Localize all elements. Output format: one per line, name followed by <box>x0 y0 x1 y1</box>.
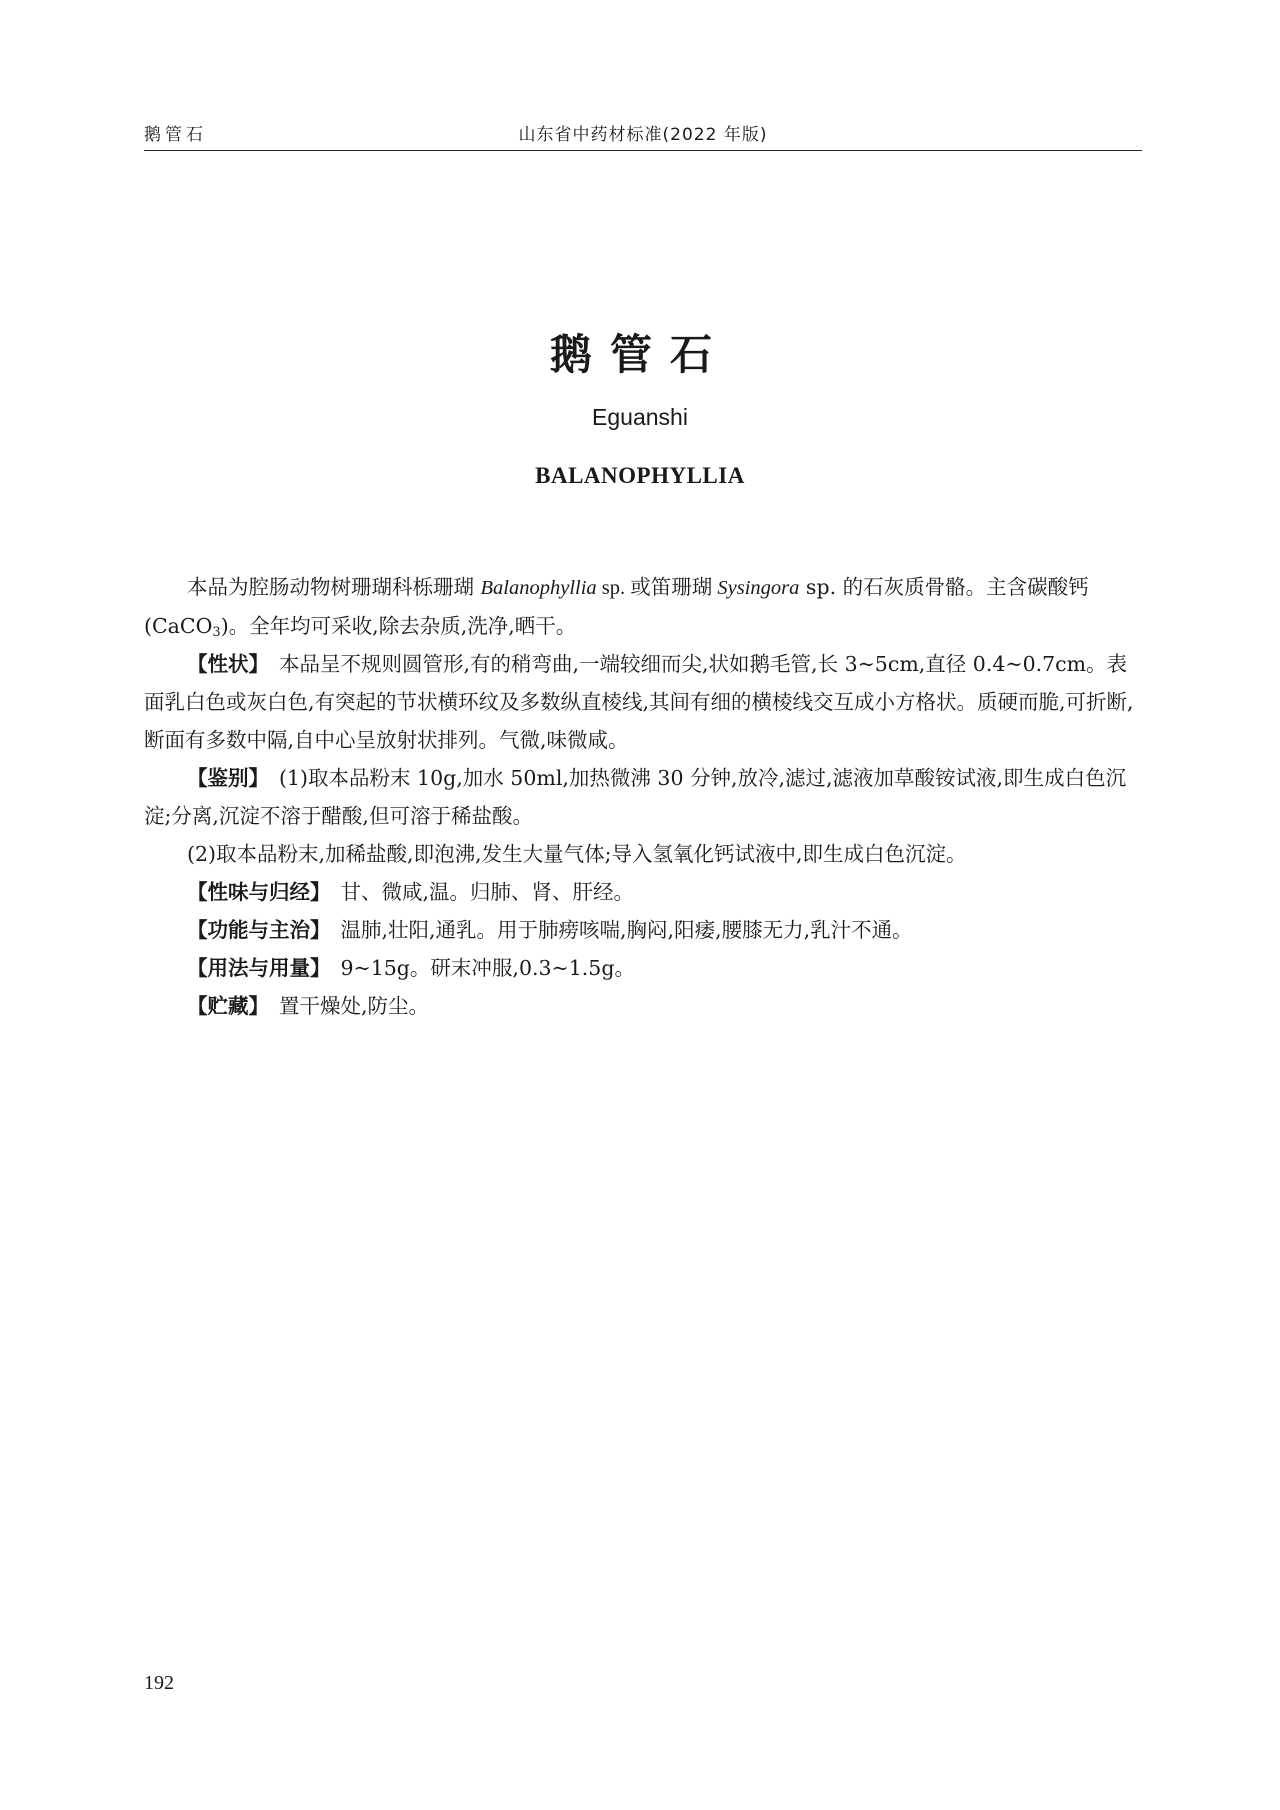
section-zhucang <box>144 987 1142 1025</box>
intro-paragraph <box>144 568 1142 645</box>
section-text-jianbie-2: (2)取本品粉末,加稀盐酸,即泡沸,发生大量气体;导入氢氧化钙试液中,即生成白色沉淀。 <box>187 842 967 866</box>
section-label-xingwei: 【性味与归经】 <box>187 880 331 904</box>
section-label-yongfa: 【用法与用量】 <box>187 956 331 980</box>
section-text-gongneng: 温肺,壮阳,通乳。用于肺痨咳喘,胸闷,阳痿,腰膝无力,乳汁不通。 <box>340 918 913 942</box>
latin-genus-balanophyllia: Balanophyllia <box>480 577 597 599</box>
latin-genus-sysingora: Sysingora <box>717 577 800 599</box>
page-number: 192 <box>144 1672 174 1694</box>
section-text-xingwei: 甘、微咸,温。归肺、肾、肝经。 <box>340 880 635 904</box>
section-label-jianbie: 【鉴别】 <box>187 766 269 790</box>
monograph-body <box>144 568 1142 1025</box>
section-label-xingzhuang: 【性状】 <box>187 652 269 676</box>
monograph-latin-name: BALANOPHYLLIA <box>535 463 745 488</box>
monograph-pinyin: Eguanshi <box>592 404 688 430</box>
formula-subscript: 3 <box>212 625 221 640</box>
section-gongneng <box>144 911 1142 949</box>
section-text-zhucang: 置干燥处,防尘。 <box>279 994 430 1018</box>
section-jianbie-2 <box>144 835 1142 873</box>
running-head-book-title: 山东省中药材标准(2022 年版) <box>518 125 768 145</box>
intro-text-4: )。全年均可采收,除去杂质,洗净,晒干。 <box>220 614 577 638</box>
intro-text-3: sp. 的石灰质骨骼。主含碳酸钙(CaCO <box>144 575 1089 638</box>
section-xingwei <box>144 873 1142 911</box>
section-text-xingzhuang: 本品呈不规则圆管形,有的稍弯曲,一端较细而尖,状如鹅毛管,长 3~5cm,直径 0.4~0.7cm。表面乳白色或灰白色,有突起的节状横环纹及多数纵直棱线,其间有细的横棱线交互成小方格状。质硬而脆,可折断,断面有多数中隔,自中心呈放射状排列。气微,味微咸。 <box>144 652 1134 752</box>
section-label-gongneng: 【功能与主治】 <box>187 918 331 942</box>
section-jianbie <box>144 759 1142 835</box>
section-yongfa <box>144 949 1142 987</box>
section-xingzhuang <box>144 645 1142 759</box>
monograph-title: 鹅管石 <box>549 330 730 379</box>
page-header <box>144 112 1142 148</box>
section-label-zhucang: 【贮藏】 <box>187 994 269 1018</box>
header-rule <box>144 150 1142 151</box>
section-text-jianbie-1: (1)取本品粉末 10g,加水 50ml,加热微沸 30 分钟,放冷,滤过,滤液加草酸铵试液,即生成白色沉淀;分离,沉淀不溶于醋酸,但可溶于稀盐酸。 <box>144 766 1127 828</box>
intro-text-2: sp. 或笛珊瑚 <box>596 577 718 599</box>
intro-text-1: 本品为腔肠动物树珊瑚科栎珊瑚 <box>187 575 481 599</box>
section-text-yongfa: 9~15g。研末冲服,0.3~1.5g。 <box>340 956 635 980</box>
running-head-title: 鹅管石 <box>144 125 207 145</box>
